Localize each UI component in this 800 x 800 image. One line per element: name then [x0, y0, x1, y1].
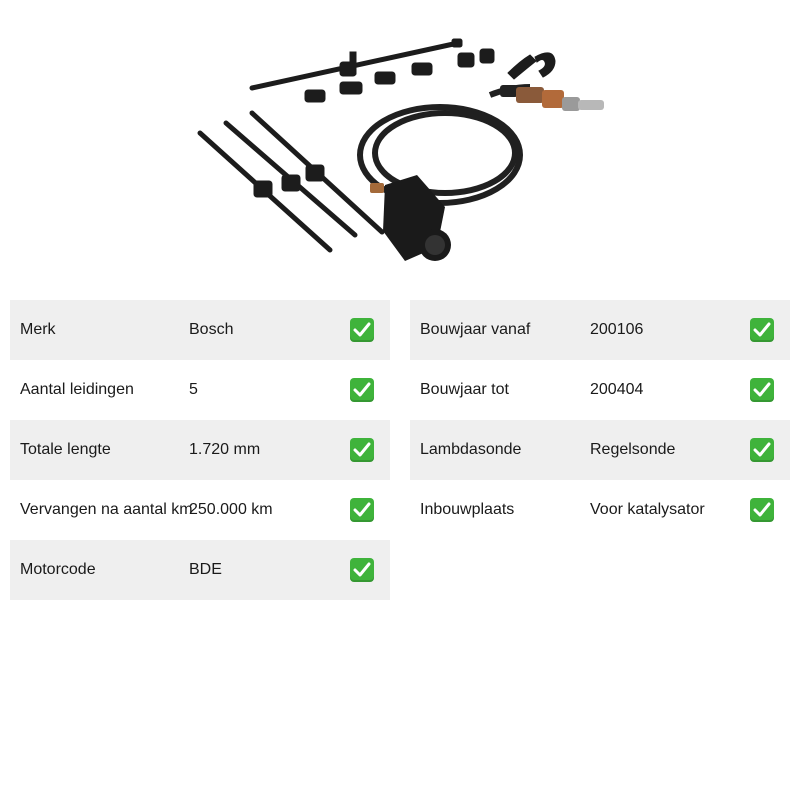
spec-label: Vervangen na aantal km — [20, 501, 193, 518]
check-mark-icon — [750, 378, 774, 402]
spec-row-vervangen-na — [10, 480, 390, 540]
spec-label: Bouwjaar vanaf — [420, 321, 531, 338]
check-mark-icon — [750, 438, 774, 462]
spec-value: 250.000 km — [189, 501, 273, 518]
spec-row-lambdasonde — [410, 420, 790, 480]
spec-table-right — [410, 300, 790, 540]
spec-label: Totale lengte — [20, 441, 111, 458]
check-mark-icon — [350, 318, 374, 342]
spec-label: Bouwjaar tot — [420, 381, 509, 398]
product-image — [190, 35, 610, 270]
spec-label: Lambdasonde — [420, 441, 522, 458]
check-mark-icon — [350, 438, 374, 462]
check-mark-icon — [750, 498, 774, 522]
spec-value: 200106 — [590, 321, 644, 338]
spec-row-bouwjaar-vanaf — [410, 300, 790, 360]
spec-label: Merk — [20, 321, 56, 338]
check-mark-icon — [750, 318, 774, 342]
spec-value: Bosch — [189, 321, 234, 338]
spec-row-merk — [10, 300, 390, 360]
spec-value: 1.720 mm — [189, 441, 261, 458]
spec-value: BDE — [189, 561, 222, 578]
spec-row-inbouwplaats — [410, 480, 790, 540]
spec-value: 5 — [189, 381, 198, 398]
spec-label: Aantal leidingen — [20, 381, 134, 398]
spec-label: Motorcode — [20, 561, 96, 578]
spec-row-totale-lengte — [10, 420, 390, 480]
spec-value: Voor katalysator — [590, 501, 705, 518]
spec-table-left — [10, 300, 390, 600]
spec-row-motorcode — [10, 540, 390, 600]
spec-value: 200404 — [590, 381, 644, 398]
spec-row-aantal-leidingen — [10, 360, 390, 420]
spec-row-bouwjaar-tot — [410, 360, 790, 420]
spec-value: Regelsonde — [590, 441, 676, 458]
spec-label: Inbouwplaats — [420, 501, 515, 518]
check-mark-icon — [350, 498, 374, 522]
check-mark-icon — [350, 378, 374, 402]
check-mark-icon — [350, 558, 374, 582]
